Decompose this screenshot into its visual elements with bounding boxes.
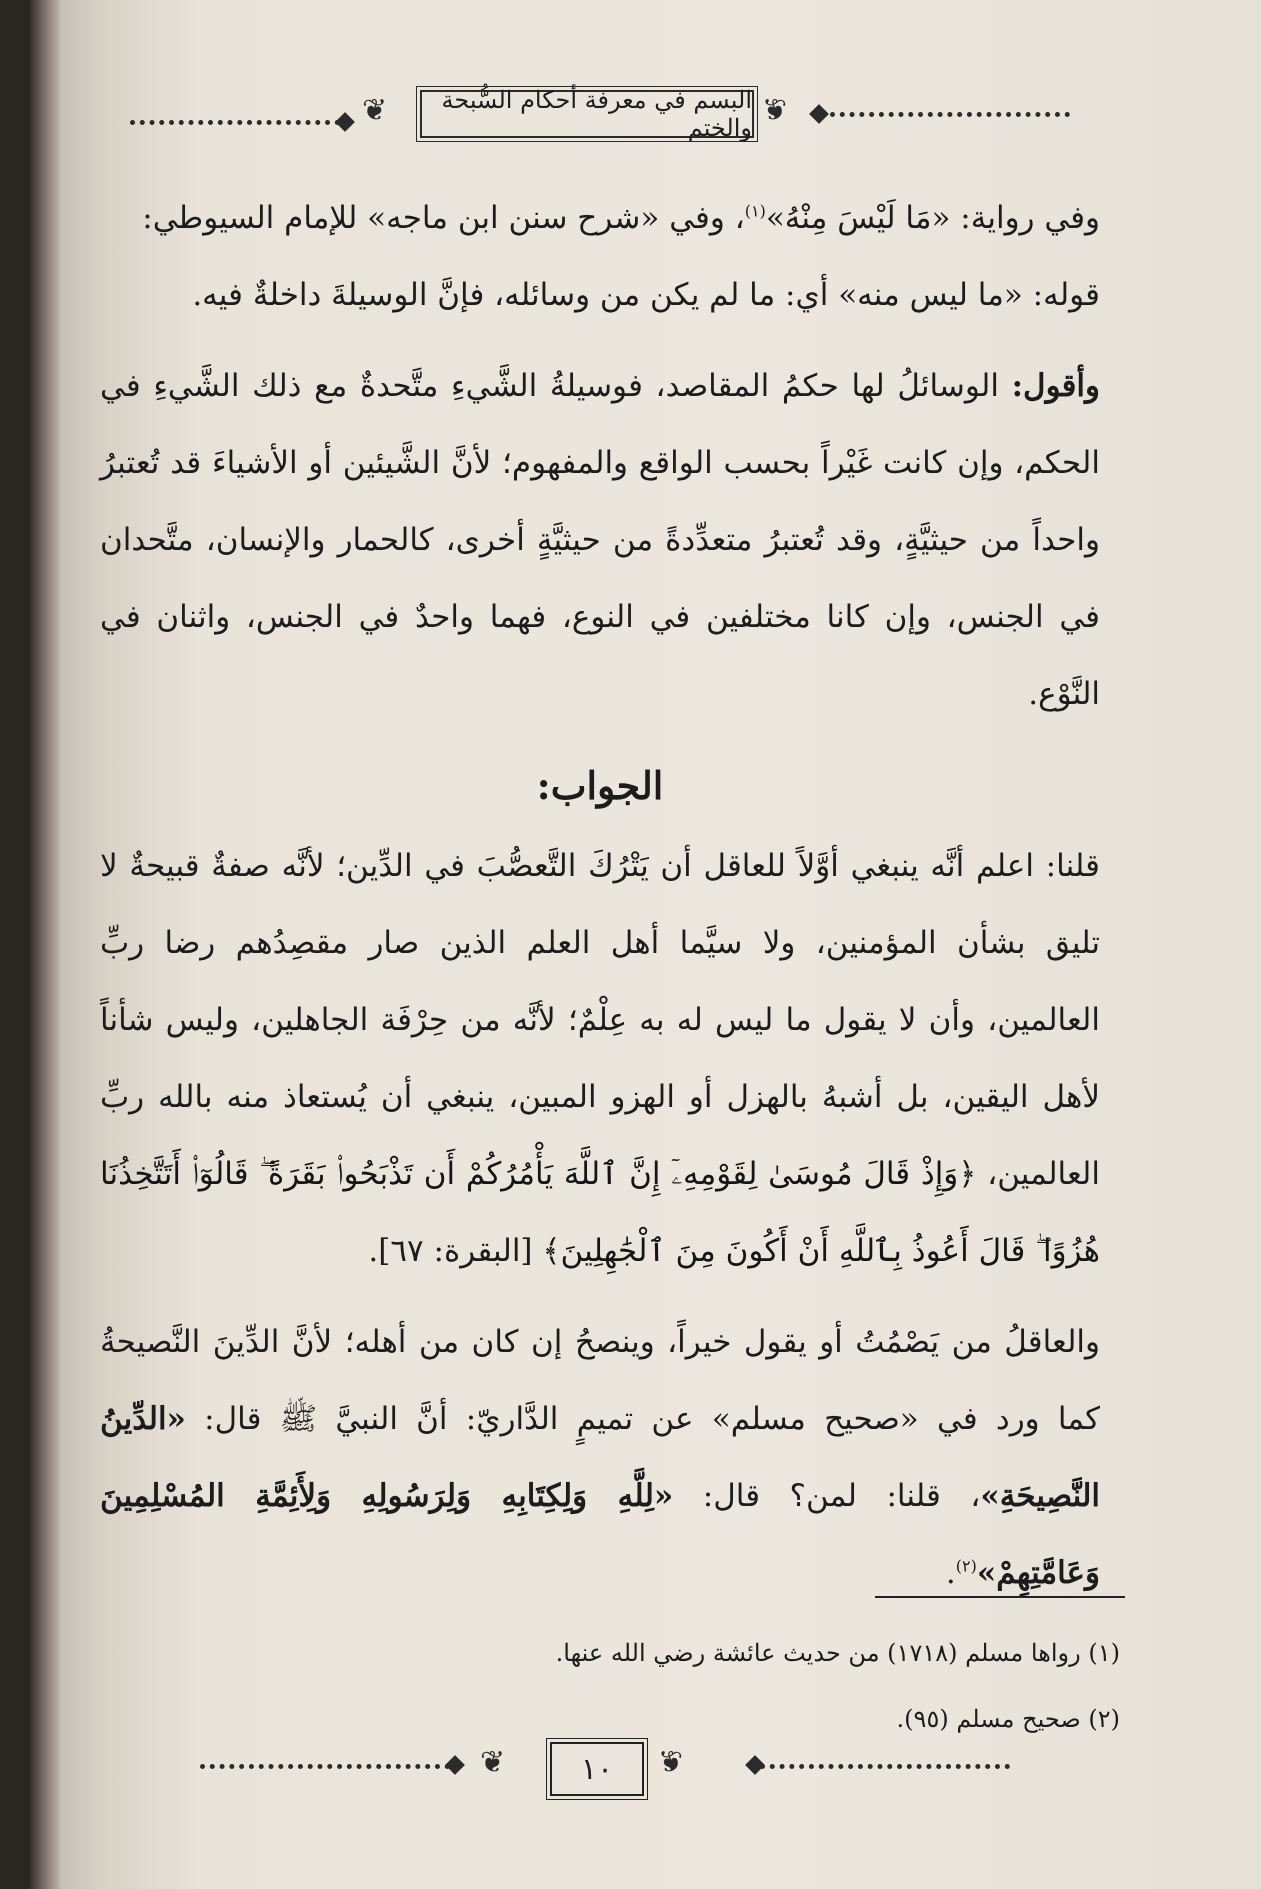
aqil-end: . (945, 1555, 956, 1591)
header-dotted-rule-right (830, 112, 1070, 117)
aqulu-lead: وأقول: (1011, 368, 1100, 404)
book-page (30, 0, 1261, 1889)
hadith-quote-1: «الدِّينُ النَّصِيحَةِ» (100, 1401, 1100, 1514)
hadith-quote-2: «لِلَّهِ وَلِكِتَابِهِ وَلِرَسُولِهِ وَلِأَئِمَّةِ المُسْلِمِينَ وَعَامَّتِهِمْ» (100, 1478, 1100, 1591)
footnote-ref-1: (١) (744, 201, 766, 221)
paragraph-qawluhu: قوله: «ما ليس منه» أي: ما لم يكن من وسائله، فإنَّ الوسيلةَ داخلةٌ فيه. (192, 277, 1100, 313)
footnote-2: (٢) صحيح مسلم (٩٥). (896, 1705, 1120, 1733)
aqil-mid: ، قلنا: لمن؟ قال: (673, 1478, 981, 1514)
footnotes (330, 1620, 1120, 1752)
footer-diamond-left (445, 1755, 465, 1775)
page-footer (180, 1742, 1080, 1802)
paragraph-aqil (100, 1304, 1100, 1612)
footnote-1: (١) رواها مسلم (١٧١٨) من حديث عائشة رضي الله عنها. (555, 1639, 1120, 1667)
header-flourish-right-icon: ❦ (762, 93, 788, 128)
page-number: ١٠ (550, 1742, 644, 1796)
riwaya-text: وفي رواية: «مَا لَيْسَ مِنْهُ» (765, 200, 1100, 236)
answer-text: قلنا: اعلم أنَّه ينبغي أوَّلاً للعاقل أن يَتْرُكَ التَّعصُّبَ في الدِّين؛ لأنَّه صفةٌ قبيحةٌ لا تليق بشأن المؤمنين، ولا سيَّما أهل العلم الذين صار مقصِدُهم رضا ربِّ العالمين، وأن لا يقول ما ليس له به عِلْمٌ؛ لأنَّه من حِرْفَة الجاهلين، وليس شأناً لأهل اليقين، بل أشبهُ بالهزل أو الهزو المبين، ينبغي أن يُستعاذ منه بالله ربِّ العالمين، (100, 848, 1100, 1192)
footer-flourish-right-icon: ❦ (658, 1745, 684, 1780)
page-edge-shadow (30, 0, 60, 1889)
header-diamond-right (809, 104, 829, 124)
footer-flourish-left-icon: ❦ (480, 1745, 506, 1780)
verse-reference: [البقرة: ٦٧]. (368, 1233, 543, 1269)
paragraph-answer (100, 828, 1100, 1290)
header-diamond-left (335, 112, 355, 132)
header-flourish-left-icon: ❦ (362, 93, 388, 128)
aqil-text: والعاقلُ من يَصْمُتُ أو يقول خيراً، وينصحُ إن كان من أهله؛ لأنَّ الدِّينَ النَّصيحةُ كما ورد في «صحيح مسلم» عن تميمٍ الدَّاريّ: أنَّ النبيَّ ﷺ قال: (100, 1324, 1100, 1437)
section-heading: الجواب: (536, 763, 664, 808)
paragraph-aqulu (100, 348, 1100, 733)
footer-dotted-rule-left (200, 1764, 450, 1769)
footer-dotted-rule-right (760, 1764, 1010, 1769)
main-text (100, 180, 1100, 1626)
footnote-divider (875, 1596, 1125, 1598)
aqulu-text: الوسائلُ لها حكمُ المقاصد، فوسيلةُ الشَّيءِ متَّحدةٌ مع ذلك الشَّيءِ في الحكم، وإن كانت غَيْراً بحسب الواقع والمفهوم؛ لأنَّ الشَّيئين أو الأشياءَ قد تُعتبرُ واحداً من حيثيَّةٍ، وقد تُعتبرُ متعدِّدةً من حيثيَّةٍ أخرى، كالحمار والإنسان، متَّحدان في الجنس، وإن كانا مختلفين في النوع، فهما واحدٌ في الجنس، واثنان في النَّوْع. (100, 368, 1100, 712)
paragraph-riwaya (100, 180, 1100, 257)
footnote-ref-2: (٢) (955, 1556, 977, 1576)
header-dotted-rule-left (130, 120, 340, 125)
running-header (90, 82, 1100, 152)
quran-verse: ﴿وَإِذْ قَالَ مُوسَىٰ لِقَوْمِهِۦٓ إِنَّ ٱللَّهَ يَأْمُرُكُمْ أَن تَذْبَحُوا۟ بَقَرَةً ۖ قَالُوٓا۟ أَتَتَّخِذُنَا هُزُوًا ۖ قَالَ أَعُوذُ بِٱللَّهِ أَنْ أَكُونَ مِنَ ٱلْجَٰهِلِينَ﴾ (100, 1156, 1100, 1269)
riwaya-text-cont: ، وفي «شرح سنن ابن ماجه» للإمام السيوطي: (142, 200, 745, 236)
header-title: البسم في معرفة أحكام السُّبحة والختم (420, 90, 754, 138)
